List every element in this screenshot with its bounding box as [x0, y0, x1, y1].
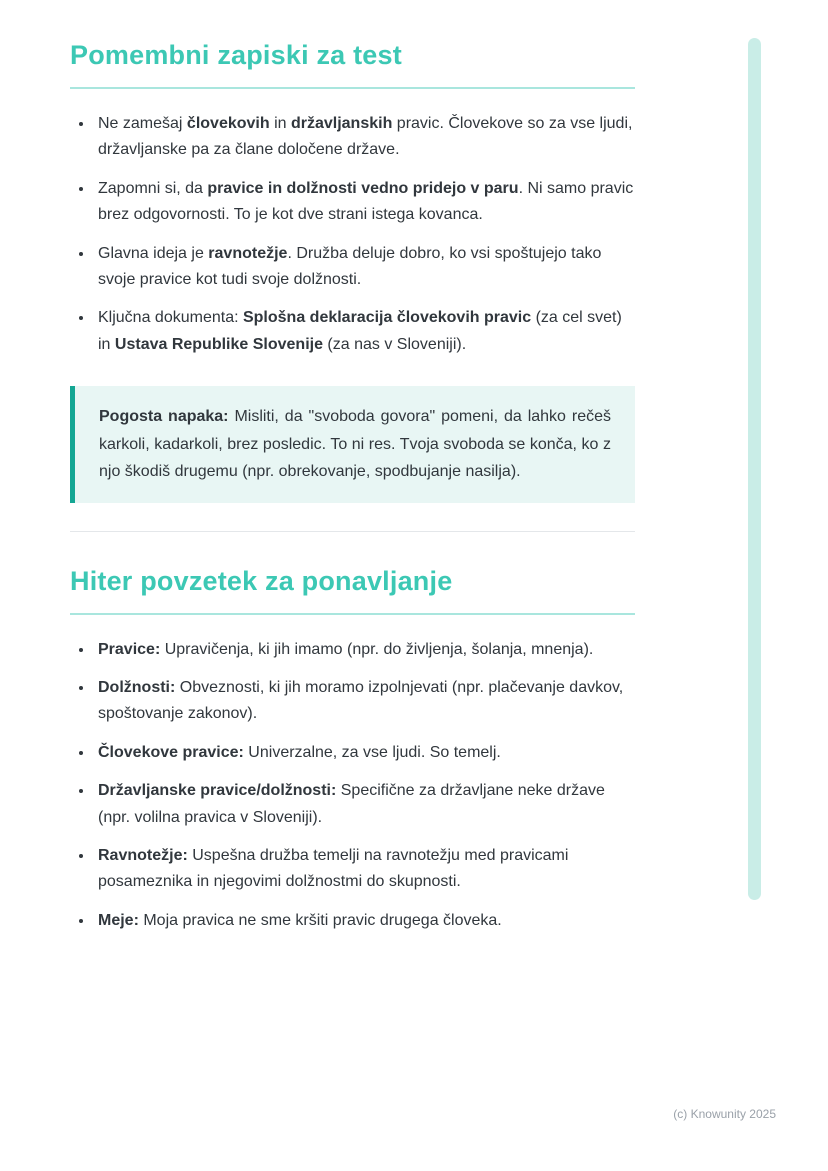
copyright-text: (c) Knowunity 2025 — [673, 1107, 776, 1121]
right-accent-bar — [748, 38, 761, 900]
section-quick-summary — [70, 566, 635, 935]
section-title-test-notes: Pomembni zapiski za test — [70, 40, 635, 89]
page-footer — [673, 1107, 776, 1121]
list-item: • Državljanske pravice/dolžnosti: Specifične za državljane neke države (npr. volilna pravica v Sloveniji). — [94, 778, 635, 831]
section-title-quick-summary: Hiter povzetek za ponavljanje — [70, 566, 635, 615]
list-item: • Glavna ideja je ravnotežje. Družba deluje dobro, ko vsi spoštujejo tako svoje pravice kot tudi svoje dolžnosti. — [94, 241, 635, 294]
callout-common-mistake — [70, 386, 635, 503]
list-item: • Meje: Moja pravica ne sme kršiti pravic drugega človeka. — [94, 908, 635, 934]
quick-summary-bullet-list — [70, 637, 635, 935]
test-notes-bullet-list — [70, 111, 635, 358]
list-item: • Pravice: Upravičenja, ki jih imamo (npr. do življenja, šolanja, mnenja). — [94, 637, 635, 663]
list-item: • Človekove pravice: Univerzalne, za vse ljudi. So temelj. — [94, 740, 635, 766]
document-page — [70, 40, 635, 946]
list-item: • Ravnotežje: Uspešna družba temelji na ravnotežju med pravicami posameznika in njegovimi dolžnostmi do skupnosti. — [94, 843, 635, 896]
callout-text: Pogosta napaka: Misliti, da "svoboda govora" pomeni, da lahko rečeš karkoli, kadarkoli, brez posledic. To ni res. Tvoja svoboda se konča, ko z njo škodiš drugemu (npr. obrekovanje, spodbujanje nasilja). — [99, 408, 611, 481]
list-item: • Zapomni si, da pravice in dolžnosti vedno pridejo v paru. Ni samo pravic brez odgovornosti. To je kot dve strani istega kovanca. — [94, 176, 635, 229]
list-item: • Ne zamešaj človekovih in državljanskih pravic. Človekove so za vse ljudi, državljanske pa za člane določene države. — [94, 111, 635, 164]
section-test-notes — [70, 40, 635, 503]
list-item: • Dolžnosti: Obveznosti, ki jih moramo izpolnjevati (npr. plačevanje davkov, spoštovanje zakonov). — [94, 675, 635, 728]
section-divider — [70, 531, 635, 532]
list-item: • Ključna dokumenta: Splošna deklaracija človekovih pravic (za cel svet) in Ustava Republike Slovenije (za nas v Sloveniji). — [94, 305, 635, 358]
